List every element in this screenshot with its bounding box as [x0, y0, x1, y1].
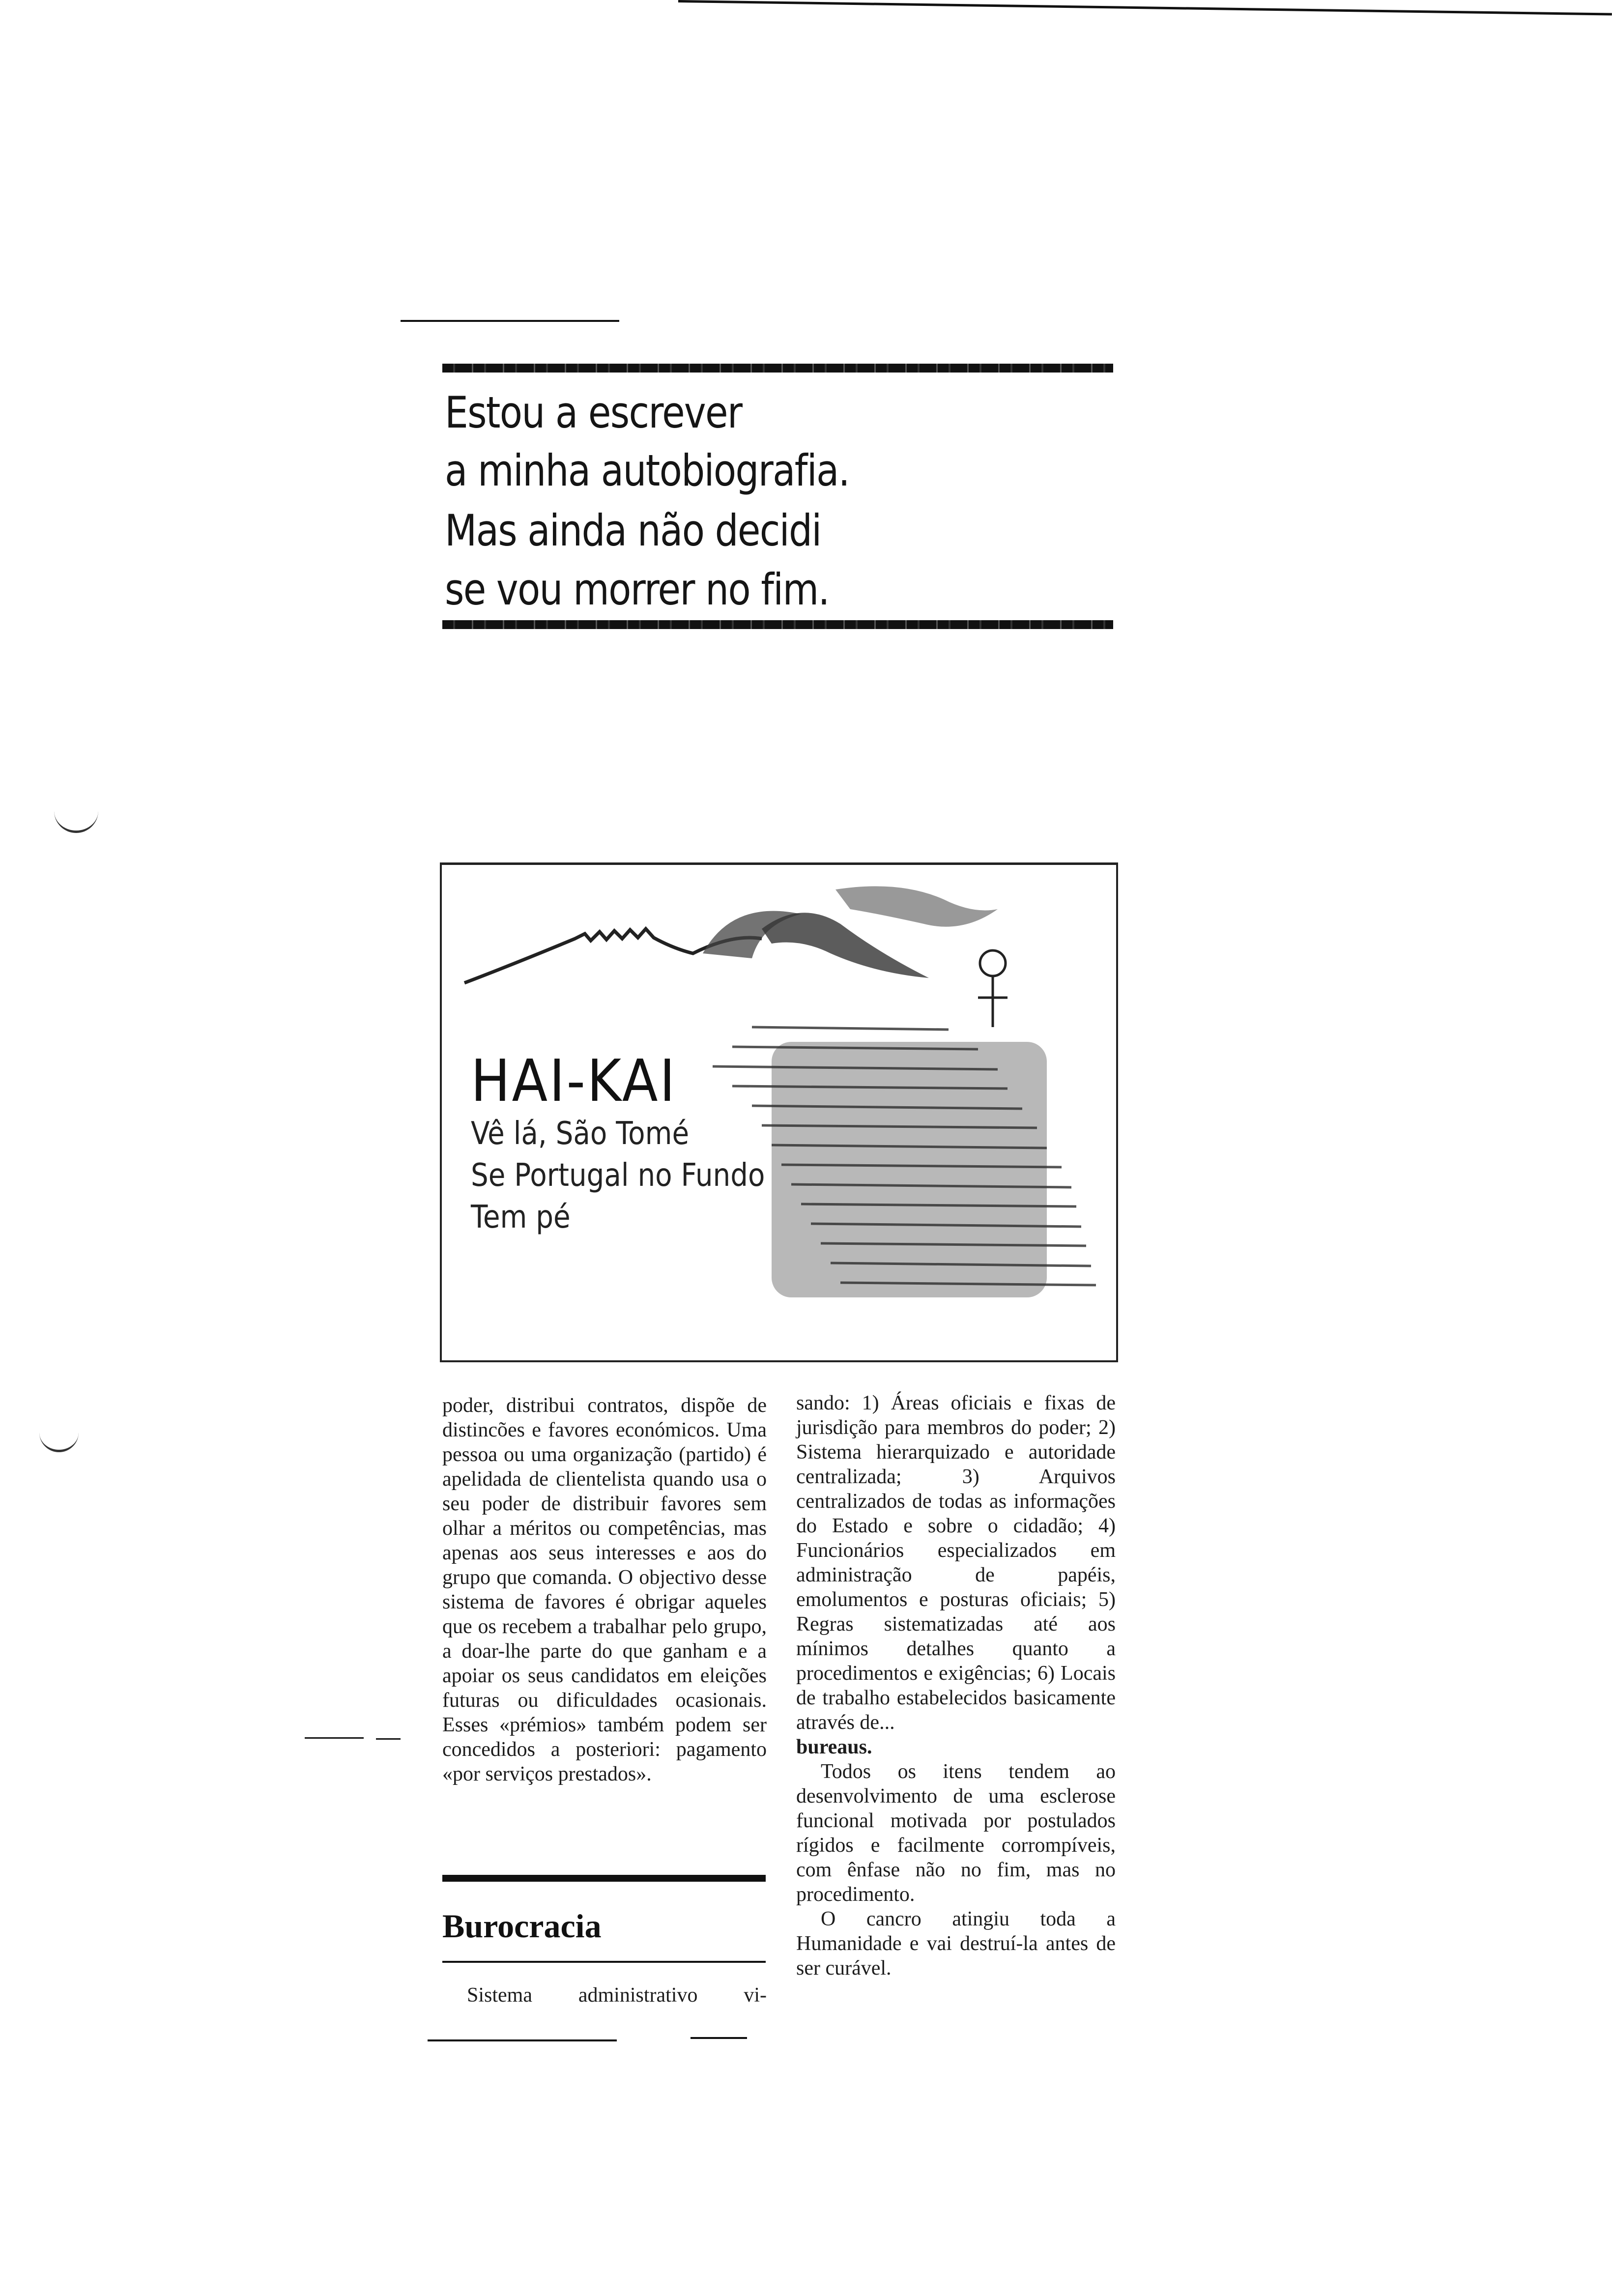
punch-hole-mark-1: [54, 806, 98, 833]
margin-dash-left-2: [376, 1738, 401, 1740]
bureaus-word: bureaus.: [796, 1736, 872, 1758]
right-column-paragraph-1: [796, 1391, 1116, 1735]
quote-line-1: Estou a escrever: [445, 387, 742, 438]
section-divider-thick: [442, 1875, 766, 1882]
section-intro: [467, 1983, 767, 2008]
right-column-p2-text: Todos os itens tendem ao desenvolvimento de uma esclerose funcional motivada por postulados rígidos e facilmente corrompíveis, com ênfase não no fim, mas no procedimento.: [796, 1760, 1116, 1906]
illustration-fin-2: [762, 913, 929, 978]
illustration-fin-3: [835, 886, 998, 926]
bottom-rule-right: [691, 2037, 747, 2039]
haikai-line-3: Tem pé: [471, 1199, 571, 1235]
right-column-paragraph-3: [796, 1907, 1116, 1980]
quote-line-3: Mas ainda não decidi: [445, 505, 821, 556]
illustration-figure-head: [980, 950, 1006, 976]
haikai-line-1: Vê lá, São Tomé: [471, 1116, 690, 1152]
quote-line-2: a minha autobiografia.: [445, 445, 850, 496]
divider-top-short: [401, 320, 619, 322]
quote-bottom-bar: [442, 620, 1113, 629]
punch-hole-mark-2: [39, 1425, 79, 1452]
bottom-rule-left: [428, 2039, 617, 2041]
section-title-underline: [442, 1961, 766, 1963]
right-column-p3-text: O cancro atingiu toda a Humanidade e vai destruí-la antes de ser curável.: [796, 1908, 1116, 1980]
section-title-burocracia: Burocracia: [442, 1907, 602, 1945]
right-column-p1-text: sando: 1) Áreas oficiais e fixas de jurisdição para membros do poder; 2) Sistema hierarquizado e autoridade centralizada; 3) Arquivos centralizados de todas as informações do Estado e sobre o cidadão; 4) Funcionários especializados em administração de papéis, emolumentos e posturas oficiais; 5) Regras sistematizadas até aos mínimos detalhes quanto a procedimentos e exigências; 6) Locais de trabalho estabelecidos basicamente através de...: [796, 1392, 1116, 1734]
haikai-title: HAI-KAI: [471, 1047, 677, 1115]
left-column-text: [442, 1393, 767, 1786]
right-column-text: [796, 1391, 1116, 1980]
section-intro-text: Sistema administrativo vi-: [467, 1984, 767, 2007]
quote-line-4: se vou morrer no fim.: [445, 564, 829, 615]
margin-dash-left: [305, 1737, 364, 1739]
right-column-paragraph-2: [796, 1759, 1116, 1907]
illustration-figure-body: [978, 976, 1008, 1027]
quote-top-bar: [442, 364, 1113, 373]
illustration-water-texture: [772, 1042, 1047, 1297]
scan-edge-line: [678, 0, 1612, 16]
left-column-paragraph: poder, distribui contratos, dispõe de distincões e favores económicos. Uma pessoa ou uma organização (partido) é apelidada de clientelista quando usa o seu poder de distribuir favores sem olhar a méritos ou competências, mas apenas aos seus interesses e aos do grupo que comanda. O objectivo desse sistema de favores é obrigar aqueles que os recebem a trabalhar pelo grupo, a doar-lhe parte do que ganham e a apoiar os seus candidatos em eleições futuras ou dificuldades ocasionais. Esses «prémios» também podem ser concedidos a posteriori: pagamento «por serviços prestados».: [442, 1394, 767, 1785]
right-column-bold-word: [796, 1735, 1116, 1759]
haikai-line-2: Se Portugal no Fundo: [471, 1157, 765, 1194]
